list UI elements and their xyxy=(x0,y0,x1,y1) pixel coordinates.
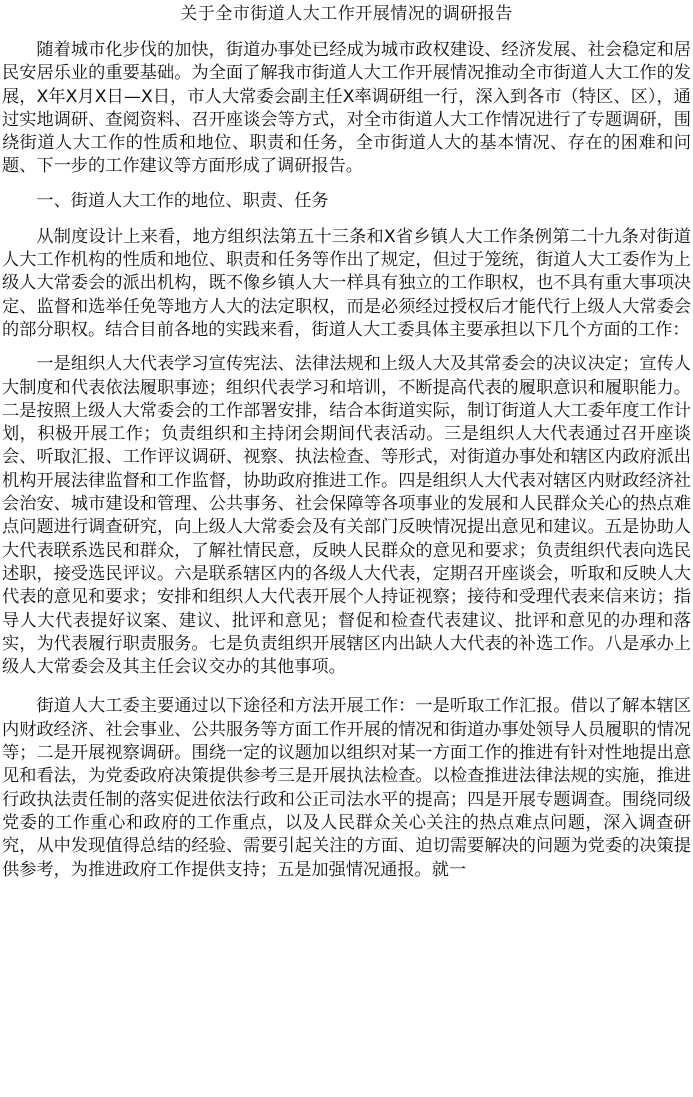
intro-paragraph: 随着城市化步伐的加快，街道办事处已经成为城市政权建设、经济发展、社会稳定和居民安居乐业的重要基础。为全面了解我市街道人大工作开展情况推动全市街道人大工作的发展，X年X月X日—X日，市人大常委会副主任X率调研组一行，深入到各市（特区、区），通过实地调研、查阅资料、召开座谈会等方式，对全市街道人大工作情况进行了专题调研，围绕街道人大工作的性质和地位、职责和任务，全市街道人大的基本情况、存在的困难和问题、下一步的工作建议等方面形成了调研报告。 xyxy=(2,40,691,177)
section-heading: 一、街道人大工作的地位、职责、任务 xyxy=(36,190,329,211)
work-methods-paragraph: 街道人大工委主要通过以下途径和方法开展工作：一是听取工作汇报。借以了解本辖区内财政经济、社会事业、公共服务等方面工作开展的情况和街道办事处领导人员履职的情况等；二是开展视察调研。围绕一定的议题加以组织对某一方面工作的推进有针对性地提出意见和看法，为党委政府决策提供参考三是开展执法检查。以检查推进法律法规的实施，推进行政执法责任制的落实促进依法行政和公正司法水平的提高；四是开展专题调查。围绕同级党委的工作重心和政府的工作重点，以及人民群众关心关注的热点难点问题，深入调查研究，从中发现值得总结的经验、需要引起关注的方面、迫切需要解决的问题为党委的决策提供参考，为推进政府工作提供支持；五是加强情况通报。就一 xyxy=(2,696,691,880)
document-title: 关于全市街道人大工作开展情况的调研报告 xyxy=(180,4,513,24)
institutional-design-paragraph: 从制度设计上来看，地方组织法第五十三条和X省乡镇人大工作条例第二十九条对街道人大工作机构的性质和地位、职责和任务等作出了规定，但过于笼统，街道人大工委作为上级人大常委会的派出机构，既不像乡镇人大一样具有独立的工作职权，也不具有重大事项决定、监督和选举任免等地方人大的法定职权，而是必须经过授权后才能代行上级人大常委会的部分职权。结合目前各地的实践来看，街道人大工委具体主要承担以下几个方面的工作： xyxy=(2,226,691,340)
duties-paragraph: 一是组织人大代表学习宣传宪法、法律法规和上级人大及其常委会的决议决定；宣传人大制度和代表依法履职事迹；组织代表学习和培训，不断提高代表的履职意识和履职能力。二是按照上级人大常委会的工作部署安排，结合本街道实际，制订街道人大工委年度工作计划，积极开展工作；负责组织和主持闭会期间代表活动。三是组织人大代表通过召开座谈会、听取汇报、工作评议调研、视察、执法检查、等形式，对街道办事处和辖区内政府派出机构开展法律监督和工作监督，协助政府推进工作。四是组织人大代表对辖区内财政经济社会治安、城市建设和管理、公共事务、社会保障等各项事业的发展和人民群众关心的热点难点问题进行调查研究，向上级人大常委会及有关部门反映情况提出意见和建议。五是协助人大代表联系选民和群众，了解社情民意，反映人民群众的意见和要求；负责组织代表向选民述职，接受选民评议。六是联系辖区内的各级人大代表，定期召开座谈会，听取和反映人大代表的意见和要求；安排和组织人大代表开展个人持证视察；接待和受理代表来信来访；指导人大代表提好议案、建议、批评和意见；督促和检查代表建议、批评和意见的办理和落实，为代表履行职责服务。七是负责组织开展辖区内出缺人大代表的补选工作。八是承办上级人大常委会及其主任会议交办的其他事项。 xyxy=(2,354,691,678)
